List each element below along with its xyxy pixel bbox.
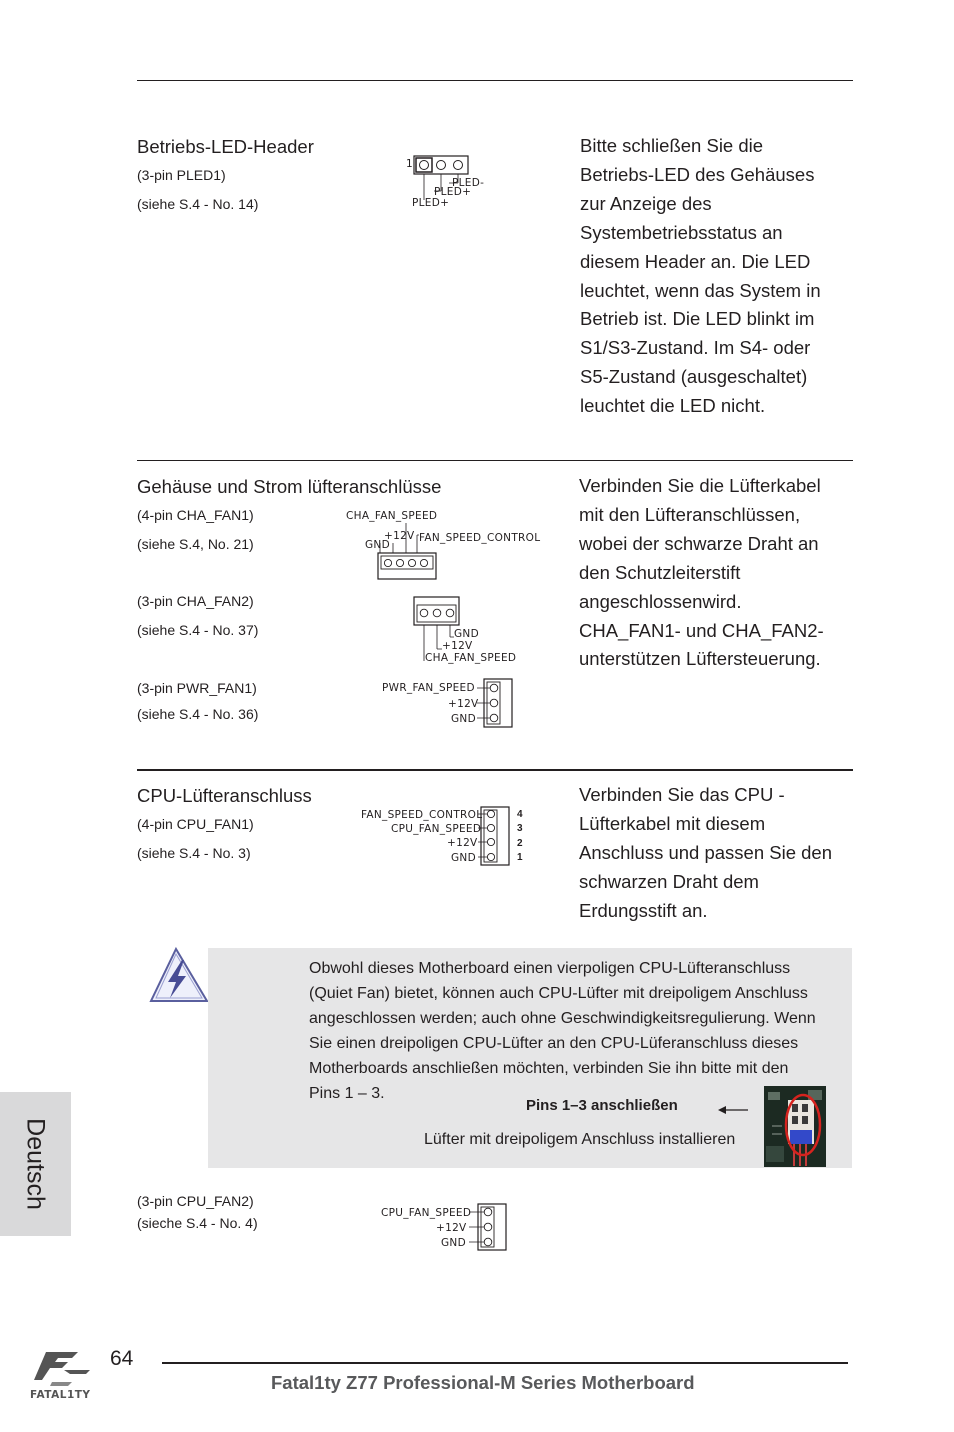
arrow-left-icon [716, 1102, 750, 1116]
description-line: schwarzen Draht dem [579, 870, 759, 892]
fan-speed-label: CHA_FAN_SPEED [425, 652, 517, 664]
description-line: leuchtet die LED nicht. [580, 395, 766, 417]
voltage-label: +12V [442, 640, 473, 652]
note-line: Pins 1 – 3. [309, 1085, 385, 1102]
pin-number: 4 [517, 809, 523, 820]
section-description [579, 781, 832, 926]
ground-label: GND [451, 852, 476, 864]
pwr-fan1-diagram [378, 676, 518, 732]
description-line: Bitte schließen Sie die [580, 135, 764, 156]
language-label: Deutsch [21, 1118, 50, 1210]
note-line: (Quiet Fan) bietet, können auch CPU-Lüfter mit dreipoligem Anschluss [309, 985, 808, 1002]
pled-plus-label: PLED+ [412, 197, 450, 209]
footer-title: Fatal1ty Z77 Professional-M Series Motherboard [271, 1372, 695, 1393]
voltage-label: +12V [448, 698, 479, 710]
fatal1ty-logo [28, 1348, 106, 1404]
note-line: Motherboards anschließen möchten, verbinden Sie ihn bitte mit den [309, 1060, 789, 1077]
section-title: Gehäuse und Strom lüfteranschlüsse [137, 476, 442, 497]
description-line: den Schutzleiterstift [579, 561, 741, 583]
language-tab [0, 1092, 71, 1236]
pin-number: 2 [517, 838, 523, 849]
footer-rule [162, 1362, 848, 1364]
fan-speed-label: CPU_FAN_SPEED [381, 1207, 472, 1219]
section-title: Betriebs-LED-Header [137, 136, 314, 157]
ground-label: GND [365, 539, 390, 551]
pin-spec: (3-pin CPU_FAN2) [137, 1193, 254, 1209]
section-description [580, 132, 821, 421]
fan-speed-label: CHA_FAN_SPEED [346, 510, 438, 522]
description-line: mit den Lüfteranschlüssen, [579, 503, 801, 525]
voltage-label: +12V [436, 1222, 467, 1234]
pin-number: 3 [517, 823, 523, 834]
cha-fan2-diagram [410, 593, 530, 668]
fan-speed-label: CPU_FAN_SPEED [391, 823, 482, 835]
pled-plus-label: PLED+ [434, 186, 472, 198]
description-line: Lüfterkabel mit diesem [579, 812, 766, 834]
ground-label: GND [454, 628, 479, 640]
cpu-fan2-diagram [378, 1201, 513, 1253]
description-line: unterstützen Lüftersteuerung. [579, 648, 821, 670]
description-line: wobei der schwarze Draht an [579, 532, 819, 554]
page-reference: (siehe S.4 - No. 36) [137, 706, 259, 722]
ground-label: GND [441, 1237, 466, 1249]
page-reference: (sieche S.4 - No. 4) [137, 1215, 258, 1231]
description-line: angeschlossenwird. [579, 590, 742, 612]
page-reference: (siehe S.4 - No. 37) [137, 622, 259, 638]
fan-connector-photo [764, 1086, 826, 1167]
description-line: S5-Zustand (ausgeschaltet) [580, 366, 808, 388]
description-line: leuchtet, wenn das System in [580, 279, 821, 301]
pin-spec: (3-pin PLED1) [137, 167, 226, 183]
description-line: diesem Header an. Die LED [580, 250, 811, 272]
warning-icon [148, 946, 210, 1004]
page-reference: (siehe S.4 - No. 3) [137, 845, 251, 861]
pin1-label: 1 [406, 158, 413, 170]
description-line: Erdungsstift an. [579, 899, 708, 921]
cpu-fan1-diagram [358, 803, 533, 867]
pin-spec: (4-pin CPU_FAN1) [137, 816, 254, 832]
page-reference: (siehe S.4 - No. 14) [137, 196, 259, 212]
description-line: CHA_FAN1- und CHA_FAN2- [579, 619, 824, 641]
description-line: Systembetriebsstatus an [580, 221, 783, 243]
fan-speed-label: PWR_FAN_SPEED [382, 682, 475, 694]
pled-header-diagram [400, 150, 490, 212]
pin-spec: (3-pin PWR_FAN1) [137, 680, 257, 696]
section-divider [137, 769, 853, 771]
note-line: angeschlossen werden; auch ohne Geschwindigkeitsregulierung. Wenn [309, 1010, 816, 1027]
description-line: Betriebs-LED des Gehäuses [580, 163, 815, 185]
description-line: Verbinden Sie die Lüfterkabel [579, 475, 821, 496]
note-line: Obwohl dieses Motherboard einen vierpoligen CPU-Lüfteranschluss [309, 960, 791, 977]
voltage-label: +12V [384, 530, 415, 542]
pin-number: 1 [517, 852, 523, 863]
description-line: Betrieb ist. Die LED blinkt im [580, 308, 815, 330]
pin-spec: (4-pin CHA_FAN1) [137, 507, 254, 523]
note-text [309, 956, 816, 1106]
pins-instruction: Pins 1–3 anschließen [526, 1097, 678, 1114]
install-instruction: Lüfter mit dreipoligem Anschluss installieren [424, 1131, 736, 1148]
description-line: zur Anzeige des [580, 192, 712, 214]
fan-control-label: FAN_SPEED_CONTROL [419, 532, 541, 544]
description-line: Anschluss und passen Sie den [579, 841, 833, 863]
description-line: S1/S3-Zustand. Im S4- oder [580, 337, 811, 359]
description-line: Verbinden Sie das CPU - [579, 784, 785, 805]
page-reference: (siehe S.4, No. 21) [137, 536, 254, 552]
ground-label: GND [451, 713, 476, 725]
cha-fan1-diagram [340, 505, 555, 585]
section-title: CPU-Lüfteranschluss [137, 785, 312, 806]
section-description [579, 472, 824, 674]
pin-spec: (3-pin CHA_FAN2) [137, 593, 254, 609]
top-rule [137, 80, 853, 81]
page-number: 64 [110, 1347, 134, 1370]
note-line: Sie einen dreipoligen CPU-Lüfter an den CPU-Lüferanschluss dieses [309, 1035, 799, 1052]
logo-text: FATAL1TY [30, 1389, 91, 1401]
fan-control-label: FAN_SPEED_CONTROL [361, 809, 483, 821]
pled-minus-label: PLED- [452, 177, 485, 189]
section-divider [137, 460, 853, 461]
voltage-label: +12V [447, 837, 478, 849]
